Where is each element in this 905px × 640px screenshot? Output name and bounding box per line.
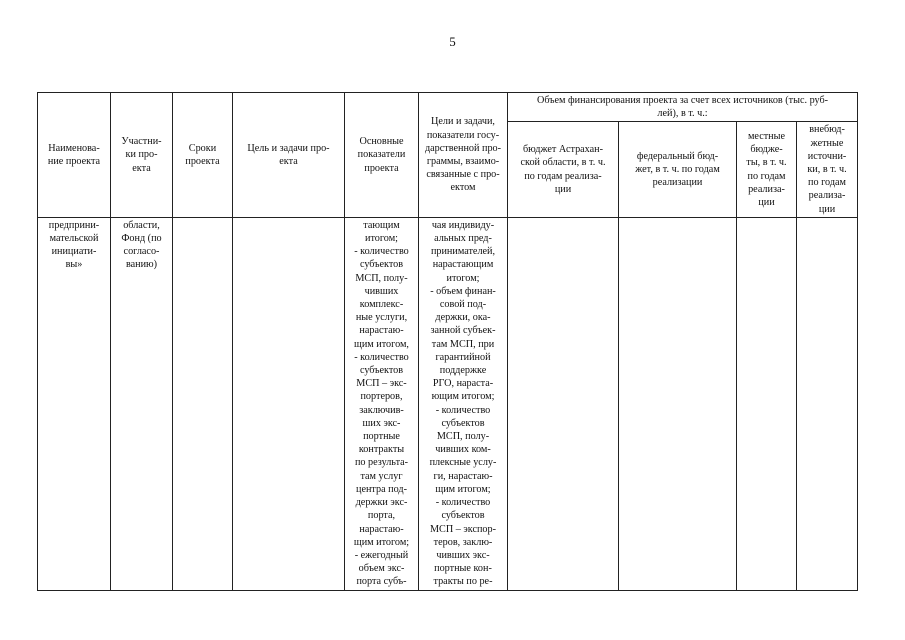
cell-program-goals: чая индивиду- альных пред- принимателей, нарастающим итогом; - объем финан- совой под- держки, ока- занной субъек- там МСП, при гарантийной поддержке РГО, нараста- ющим итогом; - количество субъектов МСП, полу- чивших ком- плексные услу- ги, нарастаю- щим итогом; - количество субъектов МСП – экспор- теров, заклю- чивших экс- портные кон- тракты по ре- — [419, 217, 508, 590]
cell-project-name: предприни- мательской инициати- вы» — [38, 217, 111, 590]
header-extrabudgetary: внебюд- жетные источни- ки, в т. ч. по годам реализа- ции — [797, 122, 858, 217]
cell-participants: области, Фонд (по согласо- ванию) — [111, 217, 173, 590]
header-indicators: Основные показатели проекта — [345, 93, 419, 218]
header-goal: Цель и задачи про- екта — [233, 93, 345, 218]
header-federal-budget: федеральный бюд- жет, в т. ч. по годам реализации — [619, 122, 737, 217]
header-regional-budget: бюджет Астрахан- ской области, в т. ч. по годам реализа- ции — [508, 122, 619, 217]
header-program-goals: Цели и задачи, показатели госу- дарственной про- граммы, взаимо- связанные с про- ектом — [419, 93, 508, 218]
cell-federal-budget — [619, 217, 737, 590]
header-terms: Сроки проекта — [173, 93, 233, 218]
cell-regional-budget — [508, 217, 619, 590]
header-project-name: Наименова- ние проекта — [38, 93, 111, 218]
project-table — [37, 92, 858, 591]
header-participants: Участни- ки про- екта — [111, 93, 173, 218]
cell-indicators: тающим итогом; - количество субъектов МСП, полу- чивших комплекс- ные услуги, нарастаю- щим итогом, - количество субъектов МСП – экс- портеров, заключив- ших экс- портные контракты по результа- там услуг центра под- держки экс- порта, нарастаю- щим итогом; - ежегодный объем экс- порта субъ- — [345, 217, 419, 590]
header-funding-group: Объем финансирования проекта за счет всех источников (тыс. руб- лей), в т. ч.: — [508, 93, 858, 122]
page-number: 5 — [449, 34, 456, 49]
cell-extrabudgetary — [797, 217, 858, 590]
cell-goal — [233, 217, 345, 590]
header-local-budgets: местные бюдже- ты, в т. ч. по годам реализа- ции — [737, 122, 797, 217]
cell-local-budgets — [737, 217, 797, 590]
cell-terms — [173, 217, 233, 590]
table-row — [38, 217, 858, 590]
